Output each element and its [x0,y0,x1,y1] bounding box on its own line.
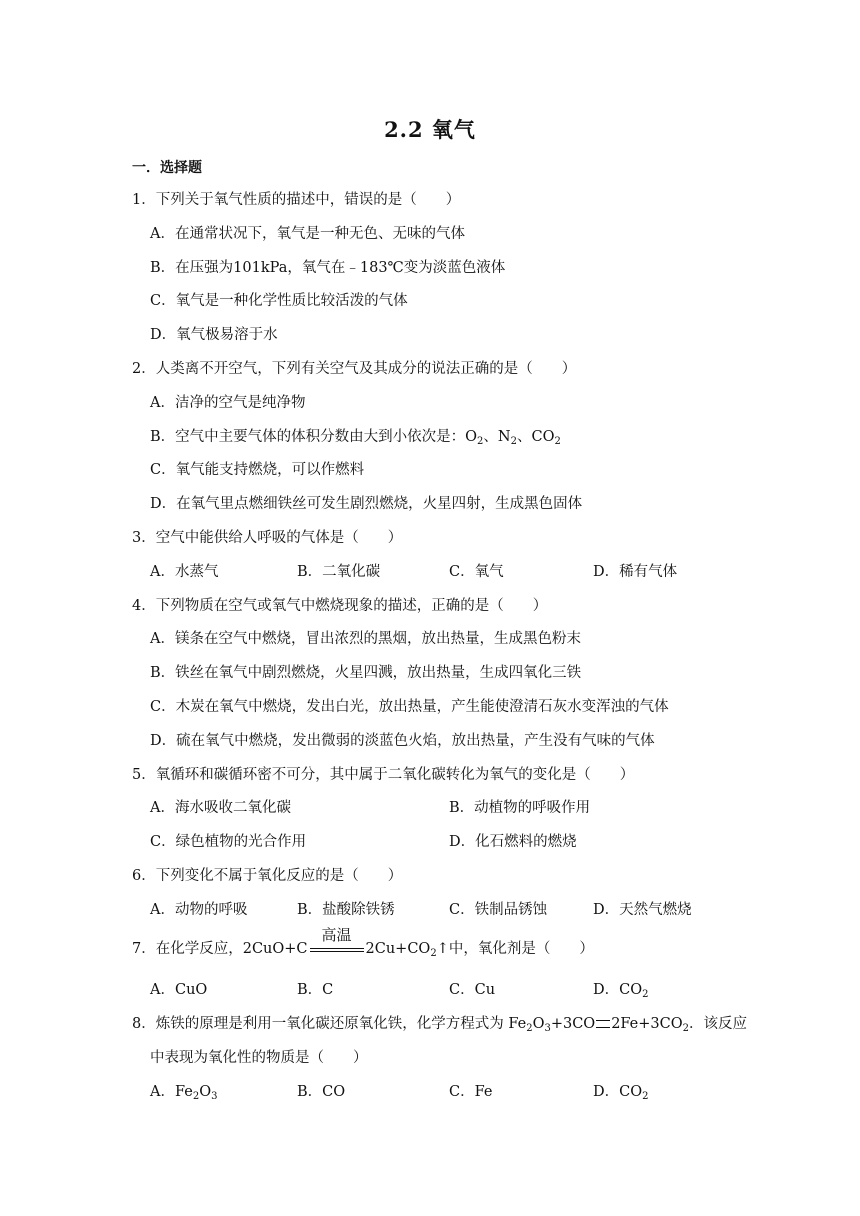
question-8-stem-cont: 中表现为氧化性的物质是（ ） [150,1050,368,1066]
page-title: 2.2 氧气 [384,117,476,142]
question-1-stem: 1．下列关于氧气性质的描述中，错误的是（ ） [132,192,461,208]
question-3-option-c: C．氧气 [449,564,504,580]
question-1-option-d: D．氧气极易溶于水 [150,327,278,343]
question-6-option-d: D．天然气燃烧 [593,902,692,918]
question-4-option-b: B．铁丝在氧气中剧烈燃烧，火星四溅，放出热量，生成四氧化三铁 [150,665,582,681]
question-4-option-c: C．木炭在氧气中燃烧，发出白光，放出热量，产生能使澄清石灰水变浑浊的气体 [150,699,669,715]
question-7-option-d: D．$CO_2$ [593,982,649,1000]
question-4-stem: 4．下列物质在空气或氧气中燃烧现象的描述，正确的是（ ） [132,598,548,614]
question-2-option-c: C．氧气能支持燃烧，可以作燃料 [150,462,365,478]
question-6-option-a: A．动物的呼吸 [150,902,248,918]
question-3-option-b: B．二氧化碳 [297,564,381,580]
question-8-option-a: A．$Fe_2O_3$ [150,1084,218,1102]
question-8-stem: 8．炼铁的原理是利用一氧化碳还原氧化铁，化学方程式为 $Fe_2O_3+3CO$ $2Fe+3CO_2$．该反应 [132,1016,747,1034]
question-7-option-b: B．C [297,982,334,998]
question-2-option-b: B．空气中主要气体的体积分数由大到小依次是：$O_2$、$N_2$、$CO_2$ [150,429,561,447]
question-6-option-b: B．盐酸除铁锈 [297,902,395,918]
question-2-stem: 2．人类离不开空气，下列有关空气及其成分的说法正确的是（ ） [132,361,577,377]
question-7-option-c: C．Cu [449,982,496,998]
question-5-option-d: D．化石燃料的燃烧 [449,834,577,850]
question-7-option-a: A．CuO [150,982,208,998]
equals-sign [596,1020,610,1028]
question-3-option-d: D．稀有气体 [593,564,678,580]
question-8-option-c: C．Fe [449,1084,493,1100]
question-2-option-d: D．在氧气里点燃细铁丝可发生剧烈燃烧，火星四射，生成黑色固体 [150,496,583,512]
question-1-option-a: A．在通常状况下，氧气是一种无色、无味的气体 [150,226,465,242]
question-5-option-c: C．绿色植物的光合作用 [150,834,307,850]
question-6-stem: 6．下列变化不属于氧化反应的是（ ） [132,868,403,884]
question-1-option-c: C．氧气是一种化学性质比较活泼的气体 [150,293,408,309]
question-5-stem: 5．氧循环和碳循环密不可分，其中属于二氧化碳转化为氧气的变化是（ ） [132,767,635,783]
question-8-option-d: D．$CO_2$ [593,1084,649,1102]
reaction-condition: 高温 [308,939,366,959]
question-8-option-b: B．CO [297,1084,346,1100]
question-5-option-a: A．海水吸收二氧化碳 [150,800,291,816]
question-3-stem: 3．空气中能供给人呼吸的气体是（ ） [132,530,403,546]
question-5-option-b: B．动植物的呼吸作用 [449,800,591,816]
question-6-option-c: C．铁制品锈蚀 [449,902,548,918]
question-7-stem: 7．在化学反应，2CuO+C 高温 $2Cu+CO_2↑$中，氧化剂是（ ） [132,926,594,959]
question-2-option-a: A．洁净的空气是纯净物 [150,395,306,411]
section-heading: 一．选择题 [132,160,202,176]
question-1-option-b: B．在压强为101kPa，氧气在﹣183℃变为淡蓝色液体 [150,260,506,276]
question-4-option-d: D．硫在氧气中燃烧，发出微弱的淡蓝色火焰，放出热量，产生没有气味的气体 [150,733,655,749]
question-3-option-a: A．水蒸气 [150,564,219,580]
question-4-option-a: A．镁条在空气中燃烧，冒出浓烈的黑烟，放出热量，生成黑色粉末 [150,631,581,647]
